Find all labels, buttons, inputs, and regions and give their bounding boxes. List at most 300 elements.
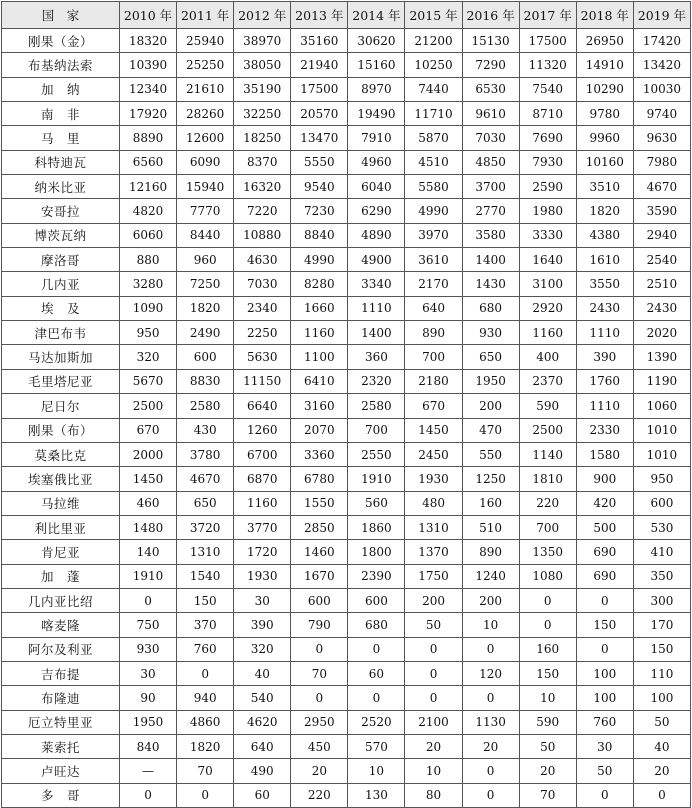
value-cell: 4510 [405,150,462,174]
value-cell: 7030 [234,272,291,296]
table-row [2,394,691,418]
value-cell: 4670 [633,175,690,199]
value-cell: 1760 [576,369,633,393]
value-cell: 6780 [291,467,348,491]
value-cell: 8710 [519,102,576,126]
value-cell: 3510 [576,175,633,199]
column-header-year: 2014 年 [348,2,405,29]
country-cell: 阿尔及利亚 [2,637,120,661]
value-cell: 17920 [120,102,177,126]
value-cell: 670 [120,418,177,442]
value-cell: 2430 [633,296,690,320]
value-cell: 2580 [177,394,234,418]
value-cell: 130 [348,783,405,807]
value-cell: 4990 [405,199,462,223]
value-cell: 7250 [177,272,234,296]
value-cell: 3580 [462,223,519,247]
value-cell: 690 [576,564,633,588]
value-cell: 890 [462,540,519,564]
table-row [2,53,691,77]
value-cell: 670 [405,394,462,418]
value-cell: 1160 [234,491,291,515]
value-cell: 4900 [348,248,405,272]
value-cell: 50 [405,613,462,637]
value-cell: 20 [405,734,462,758]
value-cell: 390 [234,613,291,637]
value-cell: 4670 [177,467,234,491]
value-cell: 0 [462,759,519,783]
value-cell: 420 [576,491,633,515]
value-cell: 10030 [633,77,690,101]
value-cell: 1090 [120,296,177,320]
value-cell: 600 [177,345,234,369]
value-cell: 1190 [633,369,690,393]
value-cell: 2770 [462,199,519,223]
value-cell: 12160 [120,175,177,199]
value-cell: 8890 [120,126,177,150]
value-cell: 3100 [519,272,576,296]
value-cell: 1480 [120,515,177,539]
table-row [2,77,691,101]
value-cell: 460 [120,491,177,515]
value-cell: 50 [576,759,633,783]
column-header-year: 2018 年 [576,2,633,29]
country-cell: 马 里 [2,126,120,150]
value-cell: 9960 [576,126,633,150]
value-cell: 160 [519,637,576,661]
value-cell: 0 [405,661,462,685]
value-cell: 32250 [234,102,291,126]
table-row [2,296,691,320]
value-cell: 1110 [576,394,633,418]
value-cell: 430 [177,418,234,442]
value-cell: 40 [633,734,690,758]
value-cell: 10 [405,759,462,783]
value-cell: 2370 [519,369,576,393]
table-row [2,515,691,539]
value-cell: 9540 [291,175,348,199]
value-cell: 1950 [120,710,177,734]
value-cell: 7540 [519,77,576,101]
country-cell: 埃 及 [2,296,120,320]
value-cell: 6560 [120,150,177,174]
value-cell: 1460 [291,540,348,564]
value-cell: 1260 [234,418,291,442]
country-cell: 肯尼亚 [2,540,120,564]
value-cell: 20 [462,734,519,758]
value-cell: 320 [120,345,177,369]
value-cell: 0 [519,613,576,637]
value-cell: 0 [120,588,177,612]
table-row [2,29,691,53]
value-cell: 8840 [291,223,348,247]
table-row [2,564,691,588]
value-cell: 2100 [405,710,462,734]
value-cell: 14910 [576,53,633,77]
country-cell: 喀麦隆 [2,613,120,637]
value-cell: 5580 [405,175,462,199]
value-cell: 9630 [633,126,690,150]
table-row [2,467,691,491]
country-cell: 多 哥 [2,783,120,807]
value-cell: 160 [462,491,519,515]
value-cell: 3610 [405,248,462,272]
value-cell: 1750 [405,564,462,588]
value-cell: 7690 [519,126,576,150]
country-cell: 吉布提 [2,661,120,685]
value-cell: 1660 [291,296,348,320]
value-cell: 1640 [519,248,576,272]
value-cell: 2500 [120,394,177,418]
value-cell: 2450 [405,442,462,466]
value-cell: 3280 [120,272,177,296]
value-cell: 2180 [405,369,462,393]
value-cell: 21610 [177,77,234,101]
value-cell: 100 [576,661,633,685]
value-cell: 0 [462,637,519,661]
value-cell: 0 [291,637,348,661]
value-cell: 6410 [291,369,348,393]
value-cell: 8440 [177,223,234,247]
value-cell: 3700 [462,175,519,199]
value-cell: 3330 [519,223,576,247]
value-cell: 6290 [348,199,405,223]
table-row [2,442,691,466]
value-cell: 360 [348,345,405,369]
value-cell: 1400 [462,248,519,272]
value-cell: 2850 [291,515,348,539]
value-cell: 2320 [348,369,405,393]
value-cell: 4890 [348,223,405,247]
table-row [2,661,691,685]
value-cell: 100 [576,686,633,710]
value-cell: 10160 [576,150,633,174]
country-cell: 布基纳法索 [2,53,120,77]
value-cell: 8370 [234,150,291,174]
value-cell: 900 [576,467,633,491]
value-cell: 11320 [519,53,576,77]
value-cell: 35160 [291,29,348,53]
value-cell: 480 [405,491,462,515]
value-cell: 7030 [462,126,519,150]
value-cell: 500 [576,515,633,539]
value-cell: 100 [633,686,690,710]
country-cell: 加 蓬 [2,564,120,588]
value-cell: 4860 [177,710,234,734]
value-cell: 2510 [633,272,690,296]
value-cell: 840 [120,734,177,758]
value-cell: 1980 [519,199,576,223]
value-cell: 950 [120,321,177,345]
value-cell: 650 [177,491,234,515]
data-table [1,1,691,808]
value-cell: 18320 [120,29,177,53]
value-cell: 2590 [519,175,576,199]
table-row [2,588,691,612]
country-cell: 摩洛哥 [2,248,120,272]
value-cell: 6870 [234,467,291,491]
value-cell: 17420 [633,29,690,53]
value-cell: 790 [291,613,348,637]
value-cell: 0 [348,637,405,661]
value-cell: 0 [291,686,348,710]
value-cell: 3970 [405,223,462,247]
table-row [2,686,691,710]
value-cell: 10880 [234,223,291,247]
value-cell: 400 [519,345,576,369]
table-row [2,710,691,734]
value-cell: 0 [120,783,177,807]
value-cell: 2520 [348,710,405,734]
value-cell: 9780 [576,102,633,126]
value-cell: 2550 [348,442,405,466]
value-cell: 13420 [633,53,690,77]
value-cell: 220 [519,491,576,515]
value-cell: 4620 [234,710,291,734]
value-cell: 2250 [234,321,291,345]
value-cell: 4960 [348,150,405,174]
country-cell: 几内亚 [2,272,120,296]
value-cell: 0 [519,588,576,612]
value-cell: 0 [576,588,633,612]
value-cell: 1670 [291,564,348,588]
value-cell: 2430 [576,296,633,320]
value-cell: 0 [177,661,234,685]
table-row [2,150,691,174]
value-cell: 7930 [519,150,576,174]
value-cell: 200 [462,588,519,612]
value-cell: 1930 [234,564,291,588]
table-header [2,2,691,29]
value-cell: 1310 [177,540,234,564]
value-cell: 150 [576,613,633,637]
value-cell: 8280 [291,272,348,296]
value-cell: 10290 [576,77,633,101]
table-row [2,540,691,564]
value-cell: 1390 [633,345,690,369]
value-cell: 680 [462,296,519,320]
value-cell: 890 [405,321,462,345]
value-cell: 0 [576,637,633,661]
value-cell: 490 [234,759,291,783]
value-cell: 750 [120,613,177,637]
value-cell: 1160 [519,321,576,345]
value-cell: 30620 [348,29,405,53]
value-cell: 9740 [633,102,690,126]
value-cell: 1450 [120,467,177,491]
column-header-year: 2015 年 [405,2,462,29]
table-row [2,321,691,345]
value-cell: 3360 [291,442,348,466]
value-cell: 110 [633,661,690,685]
value-cell: 10 [462,613,519,637]
value-cell: 3590 [633,199,690,223]
value-cell: 2490 [177,321,234,345]
value-cell: 2500 [519,418,576,442]
value-cell: 1060 [633,394,690,418]
value-cell: 150 [633,637,690,661]
header-row [2,2,691,29]
value-cell: 1550 [291,491,348,515]
value-cell: 4990 [291,248,348,272]
value-cell: 220 [291,783,348,807]
value-cell: 530 [633,515,690,539]
value-cell: 1400 [348,321,405,345]
value-cell: 15160 [348,53,405,77]
value-cell: 60 [348,661,405,685]
value-cell: 590 [519,394,576,418]
value-cell: 2330 [576,418,633,442]
value-cell: 390 [576,345,633,369]
country-cell: 刚果（布） [2,418,120,442]
value-cell: 6530 [462,77,519,101]
value-cell: 17500 [519,29,576,53]
value-cell: 1100 [291,345,348,369]
value-cell: 20570 [291,102,348,126]
value-cell: 640 [405,296,462,320]
value-cell: 2390 [348,564,405,588]
value-cell: 5870 [405,126,462,150]
value-cell: 410 [633,540,690,564]
value-cell: 35190 [234,77,291,101]
value-cell: 15940 [177,175,234,199]
value-cell: 10250 [405,53,462,77]
value-cell: 1950 [462,369,519,393]
value-cell: 7440 [405,77,462,101]
value-cell: 600 [633,491,690,515]
table-row [2,418,691,442]
column-header-country: 国 家 [2,2,120,29]
value-cell: 5670 [120,369,177,393]
value-cell: 7910 [348,126,405,150]
country-cell: 加 纳 [2,77,120,101]
value-cell: 1110 [348,296,405,320]
table-row [2,613,691,637]
country-cell: 莫桑比克 [2,442,120,466]
value-cell: 350 [633,564,690,588]
value-cell: 19490 [348,102,405,126]
value-cell: 590 [519,710,576,734]
value-cell: 17500 [291,77,348,101]
value-cell: 640 [234,734,291,758]
value-cell: 0 [462,686,519,710]
value-cell: 6060 [120,223,177,247]
country-cell: 马拉维 [2,491,120,515]
value-cell: 1450 [405,418,462,442]
country-cell: 利比里亚 [2,515,120,539]
value-cell: 2540 [633,248,690,272]
value-cell: 6640 [234,394,291,418]
value-cell: 200 [462,394,519,418]
value-cell: 25250 [177,53,234,77]
value-cell: 80 [405,783,462,807]
value-cell: 13470 [291,126,348,150]
table-row [2,369,691,393]
value-cell: 370 [177,613,234,637]
country-cell: 卢旺达 [2,759,120,783]
value-cell: 2170 [405,272,462,296]
value-cell: 940 [177,686,234,710]
table-row [2,759,691,783]
value-cell: 30 [234,588,291,612]
value-cell: 1540 [177,564,234,588]
value-cell: 1370 [405,540,462,564]
value-cell: 7980 [633,150,690,174]
value-cell: 1610 [576,248,633,272]
value-cell: 150 [177,588,234,612]
value-cell: 550 [462,442,519,466]
value-cell: 0 [348,686,405,710]
value-cell: 1110 [576,321,633,345]
table-row [2,199,691,223]
country-cell: 毛里塔尼亚 [2,369,120,393]
table-body [2,29,691,808]
value-cell: 1130 [462,710,519,734]
value-cell: 880 [120,248,177,272]
value-cell: 1820 [177,296,234,320]
value-cell: 300 [633,588,690,612]
value-cell: 120 [462,661,519,685]
value-cell: 0 [576,783,633,807]
country-cell: 安哥拉 [2,199,120,223]
table-row [2,734,691,758]
value-cell: 11150 [234,369,291,393]
value-cell: 10 [348,759,405,783]
value-cell: 1140 [519,442,576,466]
value-cell: 90 [120,686,177,710]
value-cell: 40 [234,661,291,685]
value-cell: 200 [405,588,462,612]
value-cell: — [120,759,177,783]
value-cell: 0 [177,783,234,807]
value-cell: 510 [462,515,519,539]
column-header-year: 2013 年 [291,2,348,29]
value-cell: 50 [519,734,576,758]
value-cell: 7230 [291,199,348,223]
value-cell: 21200 [405,29,462,53]
value-cell: 320 [234,637,291,661]
value-cell: 2920 [519,296,576,320]
value-cell: 0 [462,783,519,807]
table-row [2,102,691,126]
value-cell: 2940 [633,223,690,247]
value-cell: 1810 [519,467,576,491]
value-cell: 700 [519,515,576,539]
column-header-year: 2016 年 [462,2,519,29]
country-cell: 布隆迪 [2,686,120,710]
value-cell: 930 [120,637,177,661]
value-cell: 1240 [462,564,519,588]
value-cell: 2950 [291,710,348,734]
value-cell: 9610 [462,102,519,126]
value-cell: 15130 [462,29,519,53]
value-cell: 4820 [120,199,177,223]
value-cell: 1910 [348,467,405,491]
value-cell: 930 [462,321,519,345]
value-cell: 30 [120,661,177,685]
value-cell: 20 [519,759,576,783]
value-cell: 700 [405,345,462,369]
value-cell: 3550 [576,272,633,296]
value-cell: 1250 [462,467,519,491]
value-cell: 70 [291,661,348,685]
column-header-year: 2017 年 [519,2,576,29]
value-cell: 1930 [405,467,462,491]
value-cell: 3720 [177,515,234,539]
table-row [2,175,691,199]
value-cell: 0 [633,783,690,807]
value-cell: 12340 [120,77,177,101]
